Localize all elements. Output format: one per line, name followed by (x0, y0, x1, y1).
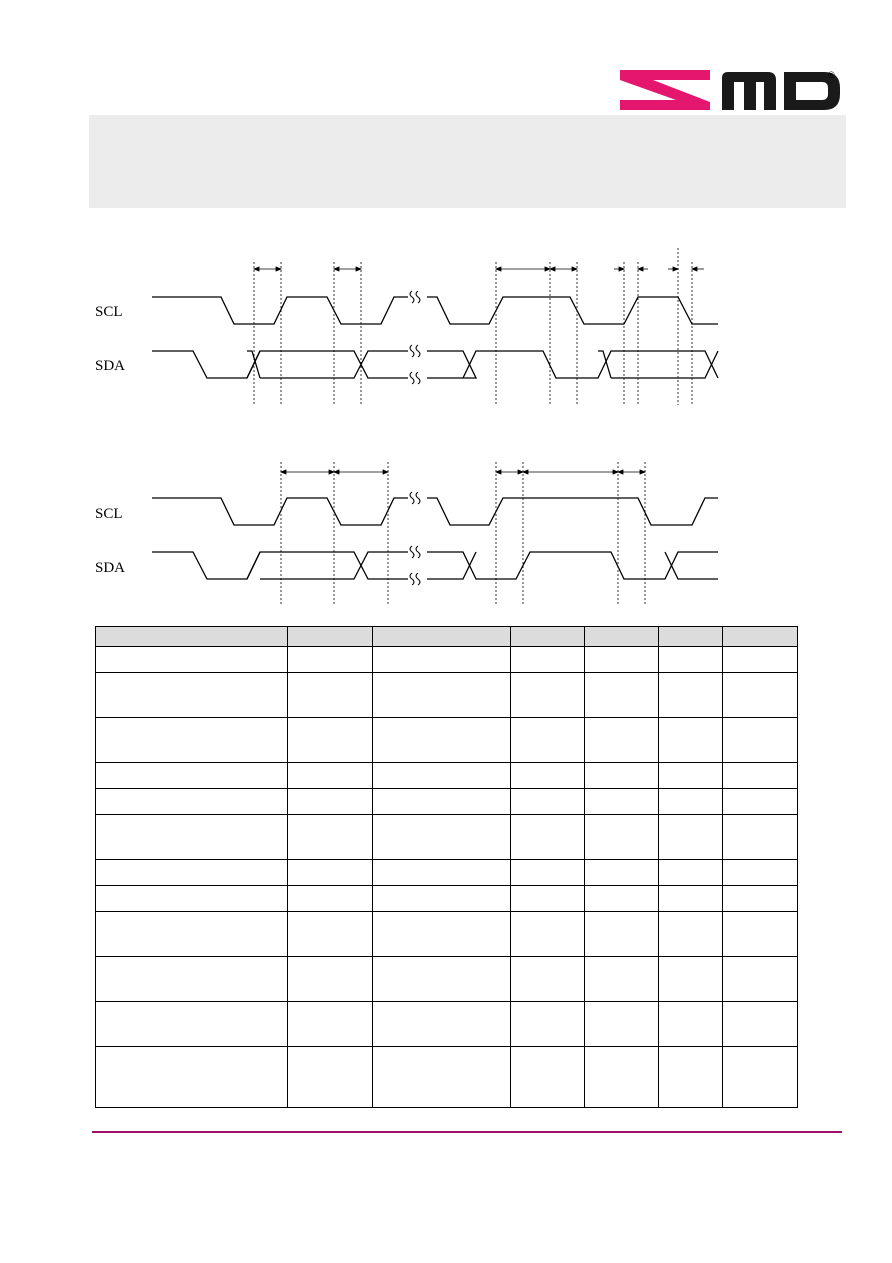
upper-sda-label: SDA (95, 358, 126, 374)
table-header-cell (96, 627, 288, 647)
table-row (96, 1002, 798, 1047)
table-row (96, 957, 798, 1002)
table-header-cell (659, 627, 723, 647)
upper-sda-waveform (152, 351, 408, 378)
table-header-cell (511, 627, 585, 647)
registered-mark: ® (828, 70, 835, 80)
zmd-logo (618, 68, 844, 112)
lower-sda-waveform (152, 552, 408, 579)
lower-scl-waveform (152, 498, 408, 525)
table-row (96, 673, 798, 718)
timing-spec-table (95, 626, 798, 1108)
footer-rule (92, 1131, 842, 1133)
table-header-row (96, 627, 798, 647)
table-row (96, 886, 798, 912)
table-row (96, 1047, 798, 1108)
table-row (96, 718, 798, 763)
table-header-cell (288, 627, 373, 647)
header-band (89, 115, 846, 208)
upper-scl-label: SCL (95, 304, 123, 320)
table-row (96, 912, 798, 957)
table-row (96, 647, 798, 673)
table-header-cell (723, 627, 798, 647)
table-header-cell (373, 627, 511, 647)
table-header-cell (585, 627, 659, 647)
upper-scl-waveform (152, 297, 408, 324)
lower-sda-label: SDA (95, 560, 126, 576)
table-row (96, 789, 798, 815)
lower-scl-label: SCL (95, 506, 123, 522)
table-row (96, 815, 798, 860)
table-row (96, 860, 798, 886)
table-row (96, 763, 798, 789)
